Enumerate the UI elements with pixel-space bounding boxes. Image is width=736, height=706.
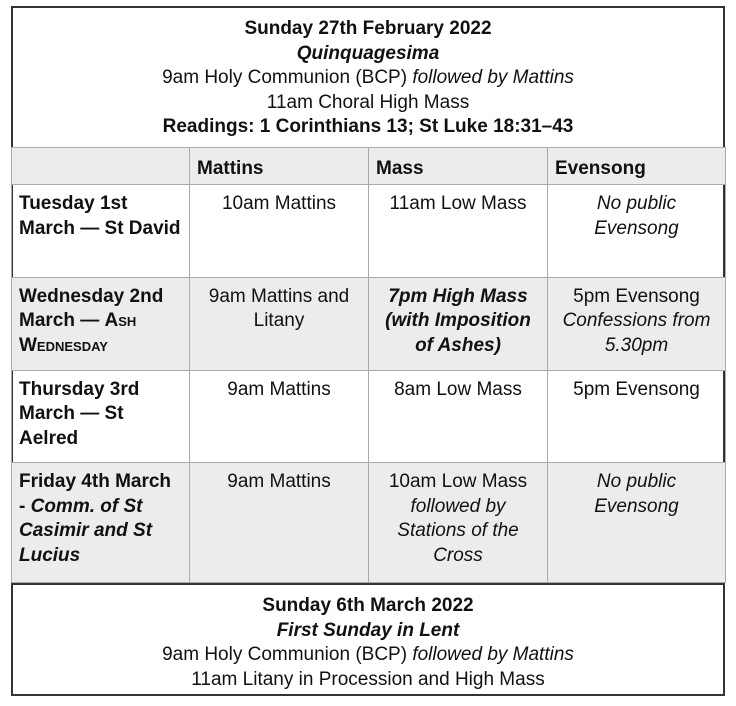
table-row bbox=[12, 463, 726, 583]
day-cell: Tuesday 1st March — St David bbox=[12, 185, 190, 278]
bottom-feast: First Sunday in Lent bbox=[276, 619, 460, 641]
evensong-cell bbox=[548, 277, 726, 370]
service-schedule-sheet bbox=[11, 6, 725, 696]
day-cell bbox=[12, 463, 190, 583]
bottom-line-mass: 11am Litany in Procession and High Mass bbox=[191, 668, 545, 690]
mass-cell: 11am Low Mass bbox=[369, 185, 548, 278]
bottom-date: Sunday 6th March 2022 bbox=[262, 595, 474, 616]
day-text: Friday 4th March - bbox=[19, 471, 172, 517]
bottom-line-communion bbox=[13, 643, 723, 668]
day-feast: Ash Wednesday bbox=[19, 310, 137, 356]
mattins-cell: 10am Mattins bbox=[190, 185, 369, 278]
top-sunday-notice bbox=[13, 17, 723, 140]
top-feast: Quinquagesima bbox=[296, 42, 440, 64]
confessions-note: Confessions from 5.30pm bbox=[562, 310, 711, 356]
weekday-schedule-table bbox=[11, 147, 726, 583]
day-commemoration: Comm. of St Casimir and St Lucius bbox=[19, 495, 153, 566]
header-mattins: Mattins bbox=[190, 148, 369, 185]
top-date: Sunday 27th February 2022 bbox=[244, 18, 492, 39]
top-communion-followed: followed by Mattins bbox=[412, 67, 574, 88]
top-readings: Readings: 1 Corinthians 13; St Luke 18:31–43 bbox=[162, 116, 574, 137]
mass-cell: 7pm High Mass (with Imposition of Ashes) bbox=[369, 277, 548, 370]
stations-note: followed by Stations of the Cross bbox=[397, 495, 519, 566]
evensong-cell: 5pm Evensong bbox=[548, 370, 726, 463]
table-row bbox=[12, 370, 726, 463]
bottom-divider bbox=[11, 583, 725, 585]
bottom-communion-text: 9am Holy Communion (BCP) bbox=[162, 644, 413, 665]
day-cell: Thursday 3rd March — St Aelred bbox=[12, 370, 190, 463]
bottom-sunday-notice bbox=[13, 594, 723, 692]
evensong-cell: No public Evensong bbox=[548, 463, 726, 583]
header-mass: Mass bbox=[369, 148, 548, 185]
evensong-cell: No public Evensong bbox=[548, 185, 726, 278]
mattins-cell: 9am Mattins bbox=[190, 463, 369, 583]
evensong-time: 5pm Evensong bbox=[573, 285, 700, 307]
mass-cell: 8am Low Mass bbox=[369, 370, 548, 463]
table-row bbox=[12, 185, 726, 278]
mass-time: 10am Low Mass bbox=[388, 471, 528, 493]
top-communion-text: 9am Holy Communion (BCP) bbox=[162, 67, 413, 88]
bottom-communion-followed: followed by Mattins bbox=[412, 644, 574, 665]
day-text: Wednesday 2nd March — bbox=[19, 285, 164, 332]
day-cell bbox=[12, 277, 190, 370]
mass-cell bbox=[369, 463, 548, 583]
header-blank bbox=[12, 148, 190, 185]
table-row bbox=[12, 277, 726, 370]
mattins-cell: 9am Mattins and Litany bbox=[190, 277, 369, 370]
mattins-cell: 9am Mattins bbox=[190, 370, 369, 463]
header-evensong: Evensong bbox=[548, 148, 726, 185]
top-line-mass: 11am Choral High Mass bbox=[266, 91, 470, 113]
table-header-row bbox=[12, 148, 726, 185]
top-line-communion bbox=[13, 66, 723, 91]
